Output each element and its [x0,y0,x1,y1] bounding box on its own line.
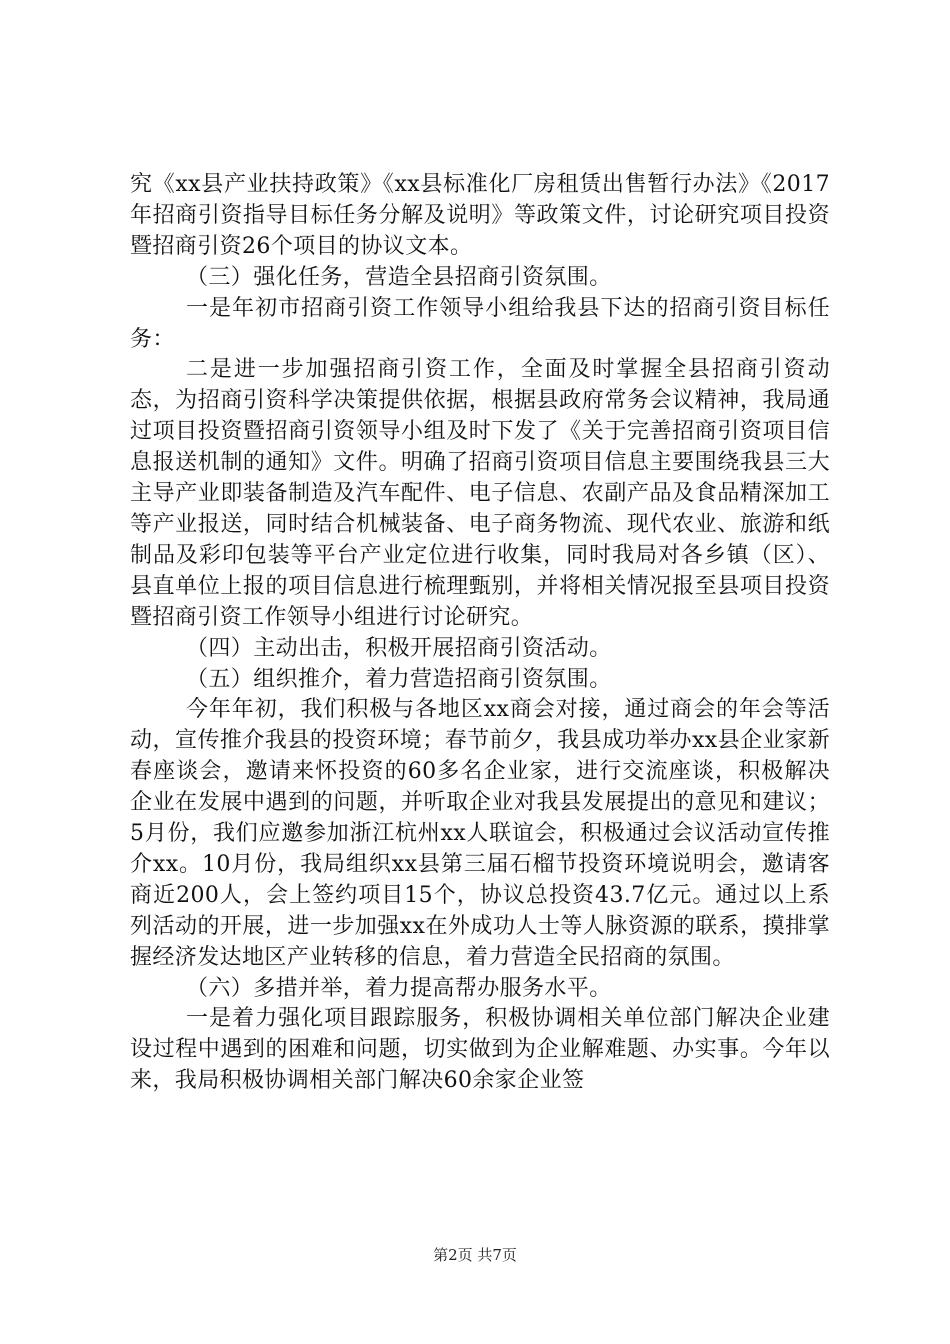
heading-section-6: （六）多措并举，着力提高帮办服务水平。 [186,975,612,1001]
paragraph-project-service: 一是着力强化项目跟踪服务，积极协调相关单位部门解决企业建设过程中遇到的困难和问题，切实做到为企业解难题、办实事。今年以来，我局积极协调相关部门解决60余家企业签 [130,1006,830,1094]
document-body [130,170,830,1097]
heading-section-4: （四）主动出击，积极开展招商引资活动。 [186,635,612,661]
heading-section-5: （五）组织推介，着力营造招商引资氛围。 [186,666,612,692]
paragraph-continuation: 究《xx县产业扶持政策》《xx县标准化厂房租赁出售暂行办法》《2017年招商引资指导目标任务分解及说明》等政策文件，讨论研究项目投资暨招商引资26个项目的协议文本。 [130,172,830,259]
paragraph-info-mechanism: 二是进一步加强招商引资工作，全面及时掌握全县招商引资动态，为招商引资科学决策提供依据，根据县政府常务会议精神，我局通过项目投资暨招商引资领导小组及时下发了《关于完善招商引资项目信息报送机制的通知》文件。明确了招商引资项目信息主要围绕我县三大主导产业即装备制造及汽车配件、电子信息、农副产品及食品精深加工等产业报送，同时结合机械装备、电子商务物流、现代农业、旅游和纸制品及彩印包装等平台产业定位进行收集，同时我局对各乡镇（区）、县直单位上报的项目信息进行梳理甄别，并将相关情况报至县项目投资暨招商引资工作领导小组进行讨论研究。 [130,357,830,630]
paragraph-promotion-activities: 今年年初，我们积极与各地区xx商会对接，通过商会的年会等活动，宣传推介我县的投资环境；春节前夕，我县成功举办xx县企业家新春座谈会，邀请来怀投资的60多名企业家，进行交流座谈，积极解决企业在发展中遇到的问题，并听取企业对我县发展提出的意见和建议；5月份，我们应邀参加浙江杭州xx人联谊会，积极通过会议活动宣传推介xx。10月份，我局组织xx县第三届石榴节投资环境说明会，邀请客商近200人，会上签约项目15个，协议总投资43.7亿元。通过以上系列活动的开展，进一步加强xx在外成功人士等人脉资源的联系，摸排掌握经济发达地区产业转移的信息，着力营造全民招商的氛围。 [130,697,830,970]
paragraph-target-task: 一是年初市招商引资工作领导小组给我县下达的招商引资目标任务： [130,295,830,352]
page-number-footer: 第2页 共7页 [433,1246,517,1264]
heading-section-3: （三）强化任务，营造全县招商引资氛围。 [186,264,612,290]
